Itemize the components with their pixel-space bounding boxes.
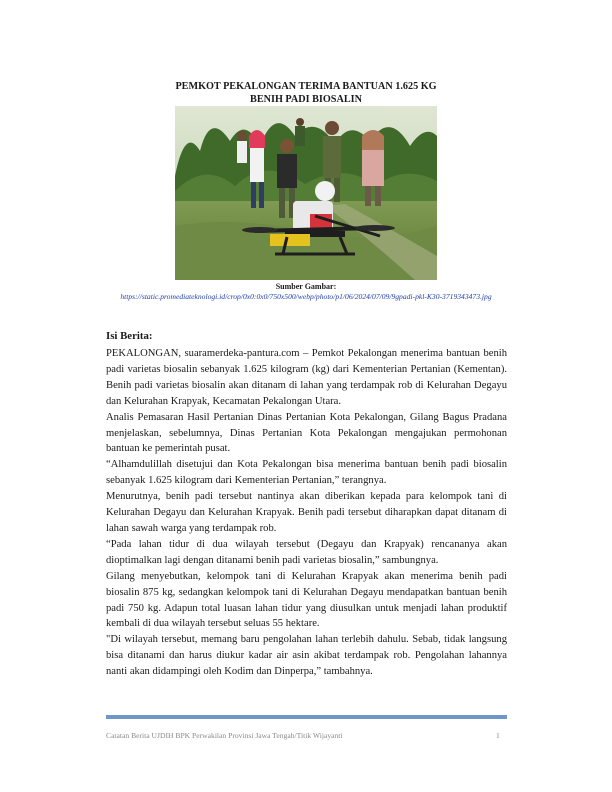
article-title (106, 81, 506, 106)
paragraph: Analis Pemasaran Hasil Pertanian Dinas Pertanian Kota Pekalongan, Gilang Bagus Pradana menjelaskan, sebelumnya, Dinas Pertanian Kota Pekalongan mengajukan permohonan bantuan ke pemerintah pusat. (106, 411, 507, 455)
paragraph: “Pada lahan tidur di dua wilayah tersebut (Degayu dan Krapyak) rencananya akan dioptimalkan lagi dengan ditanami benih padi varietas biosalin,” sambungnya. (106, 538, 507, 566)
paragraph: Menurutnya, benih padi tersebut nantinya akan diberikan kepada para kelompok tani di Kelurahan Degayu dan Kelurahan Krapyak. Benih padi tersebut diharapkan dapat ditanam di lahan sawah warga yang terdampak rob. (106, 491, 507, 534)
paragraph: "Di wilayah tersebut, memang baru pengolahan lahan terlebih dahulu. Sebab, tidak langsung bisa ditanami dan harus diukur kadar air asin akibat terdampak rob. Pengolahan lahannya nanti akan didampingi oleh Kodim dan Dinperpa,” tambahnya. (106, 634, 507, 678)
section-heading: Isi Berita: (106, 330, 153, 342)
article-body (106, 346, 507, 680)
paragraph: Gilang menyebutkan, kelompok tani di Kelurahan Krapyak akan menerima benih padi biosalin 875 kg, sedangkan kelompok tani di Kelurahan Degayu mendapatkan bantuan benih padi 750 kg. Adapun total luasan lahan tidur yang diusulkan untuk menjadi lahan produktif kembali di dua wilayah tersebut seluas 55 hektare. (106, 570, 507, 630)
page-number: 1 (496, 731, 500, 740)
title-line-1: PEMKOT PEKALONGAN TERIMA BANTUAN 1.625 KG (175, 81, 437, 92)
article-photo (175, 106, 437, 280)
footer-divider (106, 715, 507, 719)
image-source-link[interactable]: https://static.promediateknologi.id/crop/0x0:0x0/750x500/webp/photo/p1/06/2024/07/09/9gpadi-pkl-K30-3719343473.jpg (120, 292, 492, 301)
title-line-2: BENIH PADI BIOSALIN (250, 93, 362, 105)
paragraph: “Alhamdulillah disetujui dan Kota Pekalongan bisa menerima bantuan benih padi biosalin sebanyak 1.625 kilogram dari Kementerian Pertanian,” terangnya. (106, 459, 507, 487)
paragraph: PEKALONGAN, suaramerdeka-pantura.com – Pemkot Pekalongan menerima bantuan benih padi varietas biosalin sebanyak 1.625 kilogram (kg) dari Kementerian Pertanian (Kementan). Benih padi varietas biosalin akan ditanam di lahan yang terdampak rob di Kelurahan Degayu dan Kelurahan Krapyak, Kecamatan Pekalongan Utara. (106, 348, 507, 407)
footer-text: Catatan Berita UJDIH BPK Perwakilan Provinsi Jawa Tengah/Titik Wijayanti (106, 731, 343, 740)
image-source-label: Sumber Gambar: (275, 282, 337, 291)
